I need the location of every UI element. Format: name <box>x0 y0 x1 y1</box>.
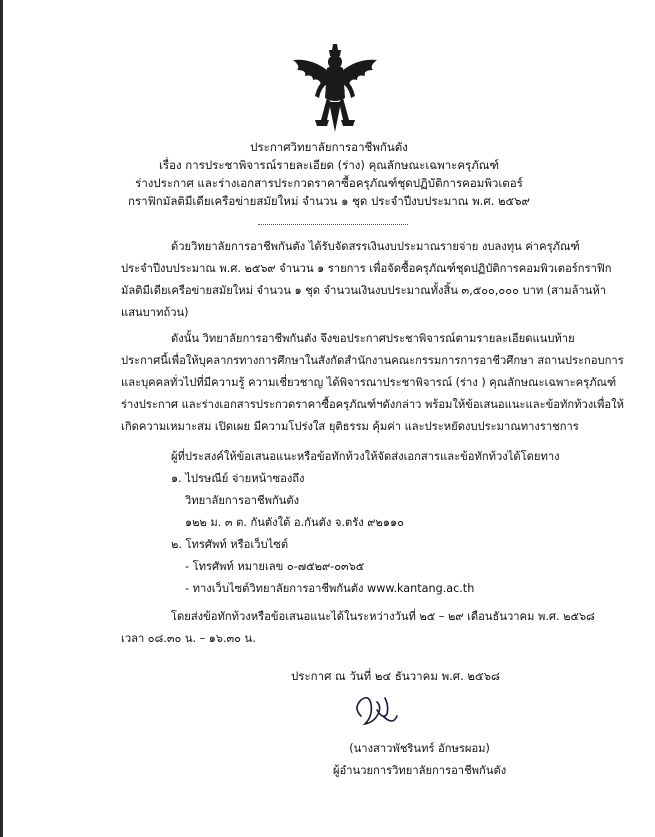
paragraph-line: ประจำปีงบประมาณ พ.ศ. ๒๕๖๙ จำนวน ๑ รายการ เพื่อจัดซื้อครุภัณฑ์ชุดปฏิบัติการคอมพิวเตอร์กราฟิก <box>121 262 612 275</box>
paragraph-line: ประกาศนี้เพื่อให้บุคลากรทางการศึกษาในสังกัดสำนักงานคณะกรรมการการอาชีวศึกษา สถานประกอบการ <box>121 354 624 367</box>
header-subject-line: ร่างประกาศ และร่างเอกสารประกวดราคาซื้อครุภัณฑ์ชุดปฏิบัติการคอมพิวเตอร์ <box>135 176 523 190</box>
dotted-separator <box>258 224 408 225</box>
header-title: ประกาศวิทยาลัยการอาชีพกันตัง <box>250 140 408 154</box>
paragraph-line: และบุคคลทั่วไปที่มีความรู้ ความเชี่ยวชาญ ได้พิจารณาประชาพิจารณ์ (ร่าง ) คุณลักษณะเฉพาะครุภัณฑ์ <box>121 376 617 389</box>
paragraph-line: ดังนั้น วิทยาลัยการอาชีพกันตัง จึงขอประกาศประชาพิจารณ์ตามรายละเอียดแนบท้าย <box>171 332 575 345</box>
paragraph-line: โดยส่งข้อทักท้วงหรือข้อเสนอแนะได้ในระหว่างวันที่ ๒๕ – ๒๙ เดือนธันวาคม พ.ศ. ๒๕๖๘ <box>171 610 595 623</box>
paragraph-line: ด้วยวิทยาลัยการอาชีพกันตัง ได้รับจัดสรรเงินงบประมาณรายจ่าย งบลงทุน ค่าครุภัณฑ์ <box>171 240 580 253</box>
handwritten-signature <box>343 686 403 736</box>
garuda-emblem-icon <box>287 40 383 136</box>
header-subject-line: เรื่อง การประชาพิจารณ์รายละเอียด (ร่าง) คุณลักษณะเฉพาะครุภัณฑ์ <box>158 158 500 172</box>
paragraph-line: เวลา ๐๘.๓๐ น. – ๑๖.๓๐ น. <box>121 632 256 645</box>
paragraph-line: ร่างประกาศ และร่างเอกสารประกวดราคาซื้อครุภัณฑ์ฯดังกล่าว พร้อมให้ข้อเสนอแนะและข้อทักท้วงเพื่อให้ <box>121 398 624 411</box>
paragraph-line: เกิดความเหมาะสม เปิดเผย มีความโปร่งใส ยุติธรรม คุ้มค่า และประหยัดงบประมาณทางราชการ <box>121 420 579 433</box>
paragraph-budget <box>121 236 612 324</box>
contact-recipient: วิทยาลัยการอาชีพกันตัง <box>185 494 300 507</box>
contact-address: ๑๒๒ ม. ๓ ต. กันตังใต้ อ.กันตัง จ.ตรัง ๙๒๑๑๐ <box>185 516 404 529</box>
paragraph-line: มัลติมีเดียเครือข่ายสมัยใหม่ จำนวน ๑ ชุด จำนวนเงินงบประมาณทั้งสิ้น ๓,๕๐๐,๐๐๐ บาท (สามล้านห้า <box>121 284 607 297</box>
announce-date: ประกาศ ณ วันที่ ๒๔ ธันวาคม พ.ศ. ๒๕๖๘ <box>291 669 500 683</box>
paragraph-deadline <box>121 606 595 650</box>
signer-position: ผู้อำนวยการวิทยาลัยการอาชีพกันตัง <box>333 764 507 777</box>
paragraph-purpose <box>121 328 624 438</box>
signer-block <box>333 738 506 782</box>
contact-section <box>171 446 560 600</box>
signer-name: (นางสาวพัชรินทร์ อักษรผอม) <box>349 742 490 755</box>
paragraph-line: แสนบาทถ้วน) <box>121 306 189 319</box>
contact-website: - ทางเว็บไซต์วิทยาลัยการอาชีพกันตัง www.kantang.ac.th <box>185 582 475 595</box>
contact-intro: ผู้ที่ประสงค์ให้ข้อเสนอแนะหรือข้อทักท้วงให้จัดส่งเอกสารและข้อทักท้วงได้โดยทาง <box>171 450 560 463</box>
contact-item-post: ๑. ไปรษณีย์ จ่ายหน้าซองถึง <box>171 472 305 485</box>
contact-item-phone-web: ๒. โทรศัพท์ หรือเว็บไซต์ <box>171 538 289 551</box>
header-subject-line: กราฟิกมัลติมีเดียเครือข่ายสมัยใหม่ จำนวน ๑ ชุด ประจำปีงบประมาณ พ.ศ. ๒๕๖๙ <box>128 194 530 208</box>
contact-phone: - โทรศัพท์ หมายเลข ๐-๗๕๒๙-๐๓๖๕ <box>185 560 365 573</box>
announcement-header <box>3 138 655 210</box>
